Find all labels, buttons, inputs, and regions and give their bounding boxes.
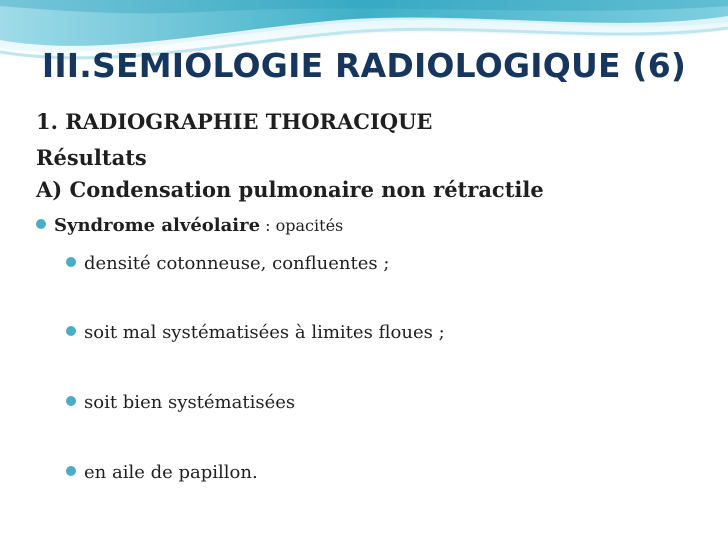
- bullet-dot-icon: [66, 257, 76, 267]
- sub-bullet: [66, 461, 258, 485]
- subsection-heading: Résultats: [36, 145, 147, 170]
- main-bullet-strong: Syndrome alvéolaire: [54, 215, 261, 236]
- sub-bullet-text: densité cotonneuse, confluentes ;: [84, 253, 390, 274]
- slide-title: III.SEMIOLOGIE RADIOLOGIQUE (6): [41, 46, 687, 85]
- sub-bullet-text: soit mal systématisées à limites floues ;: [84, 322, 445, 343]
- sub-bullet: [66, 252, 389, 276]
- sub-bullet-text: soit bien systématisées: [84, 392, 296, 413]
- topic-heading: A) Condensation pulmonaire non rétractile: [36, 177, 544, 202]
- sub-bullet: [66, 391, 295, 415]
- sub-bullet: [66, 321, 445, 345]
- sub-bullet-text: en aile de papillon.: [84, 462, 258, 483]
- bullet-dot-icon: [66, 326, 76, 336]
- bullet-dot-icon: [36, 219, 46, 229]
- main-bullet-rest: : opacités: [260, 216, 344, 235]
- bullet-dot-icon: [66, 466, 76, 476]
- main-bullet: [36, 214, 343, 238]
- section-heading: 1. RADIOGRAPHIE THORACIQUE: [36, 109, 433, 134]
- bullet-dot-icon: [66, 396, 76, 406]
